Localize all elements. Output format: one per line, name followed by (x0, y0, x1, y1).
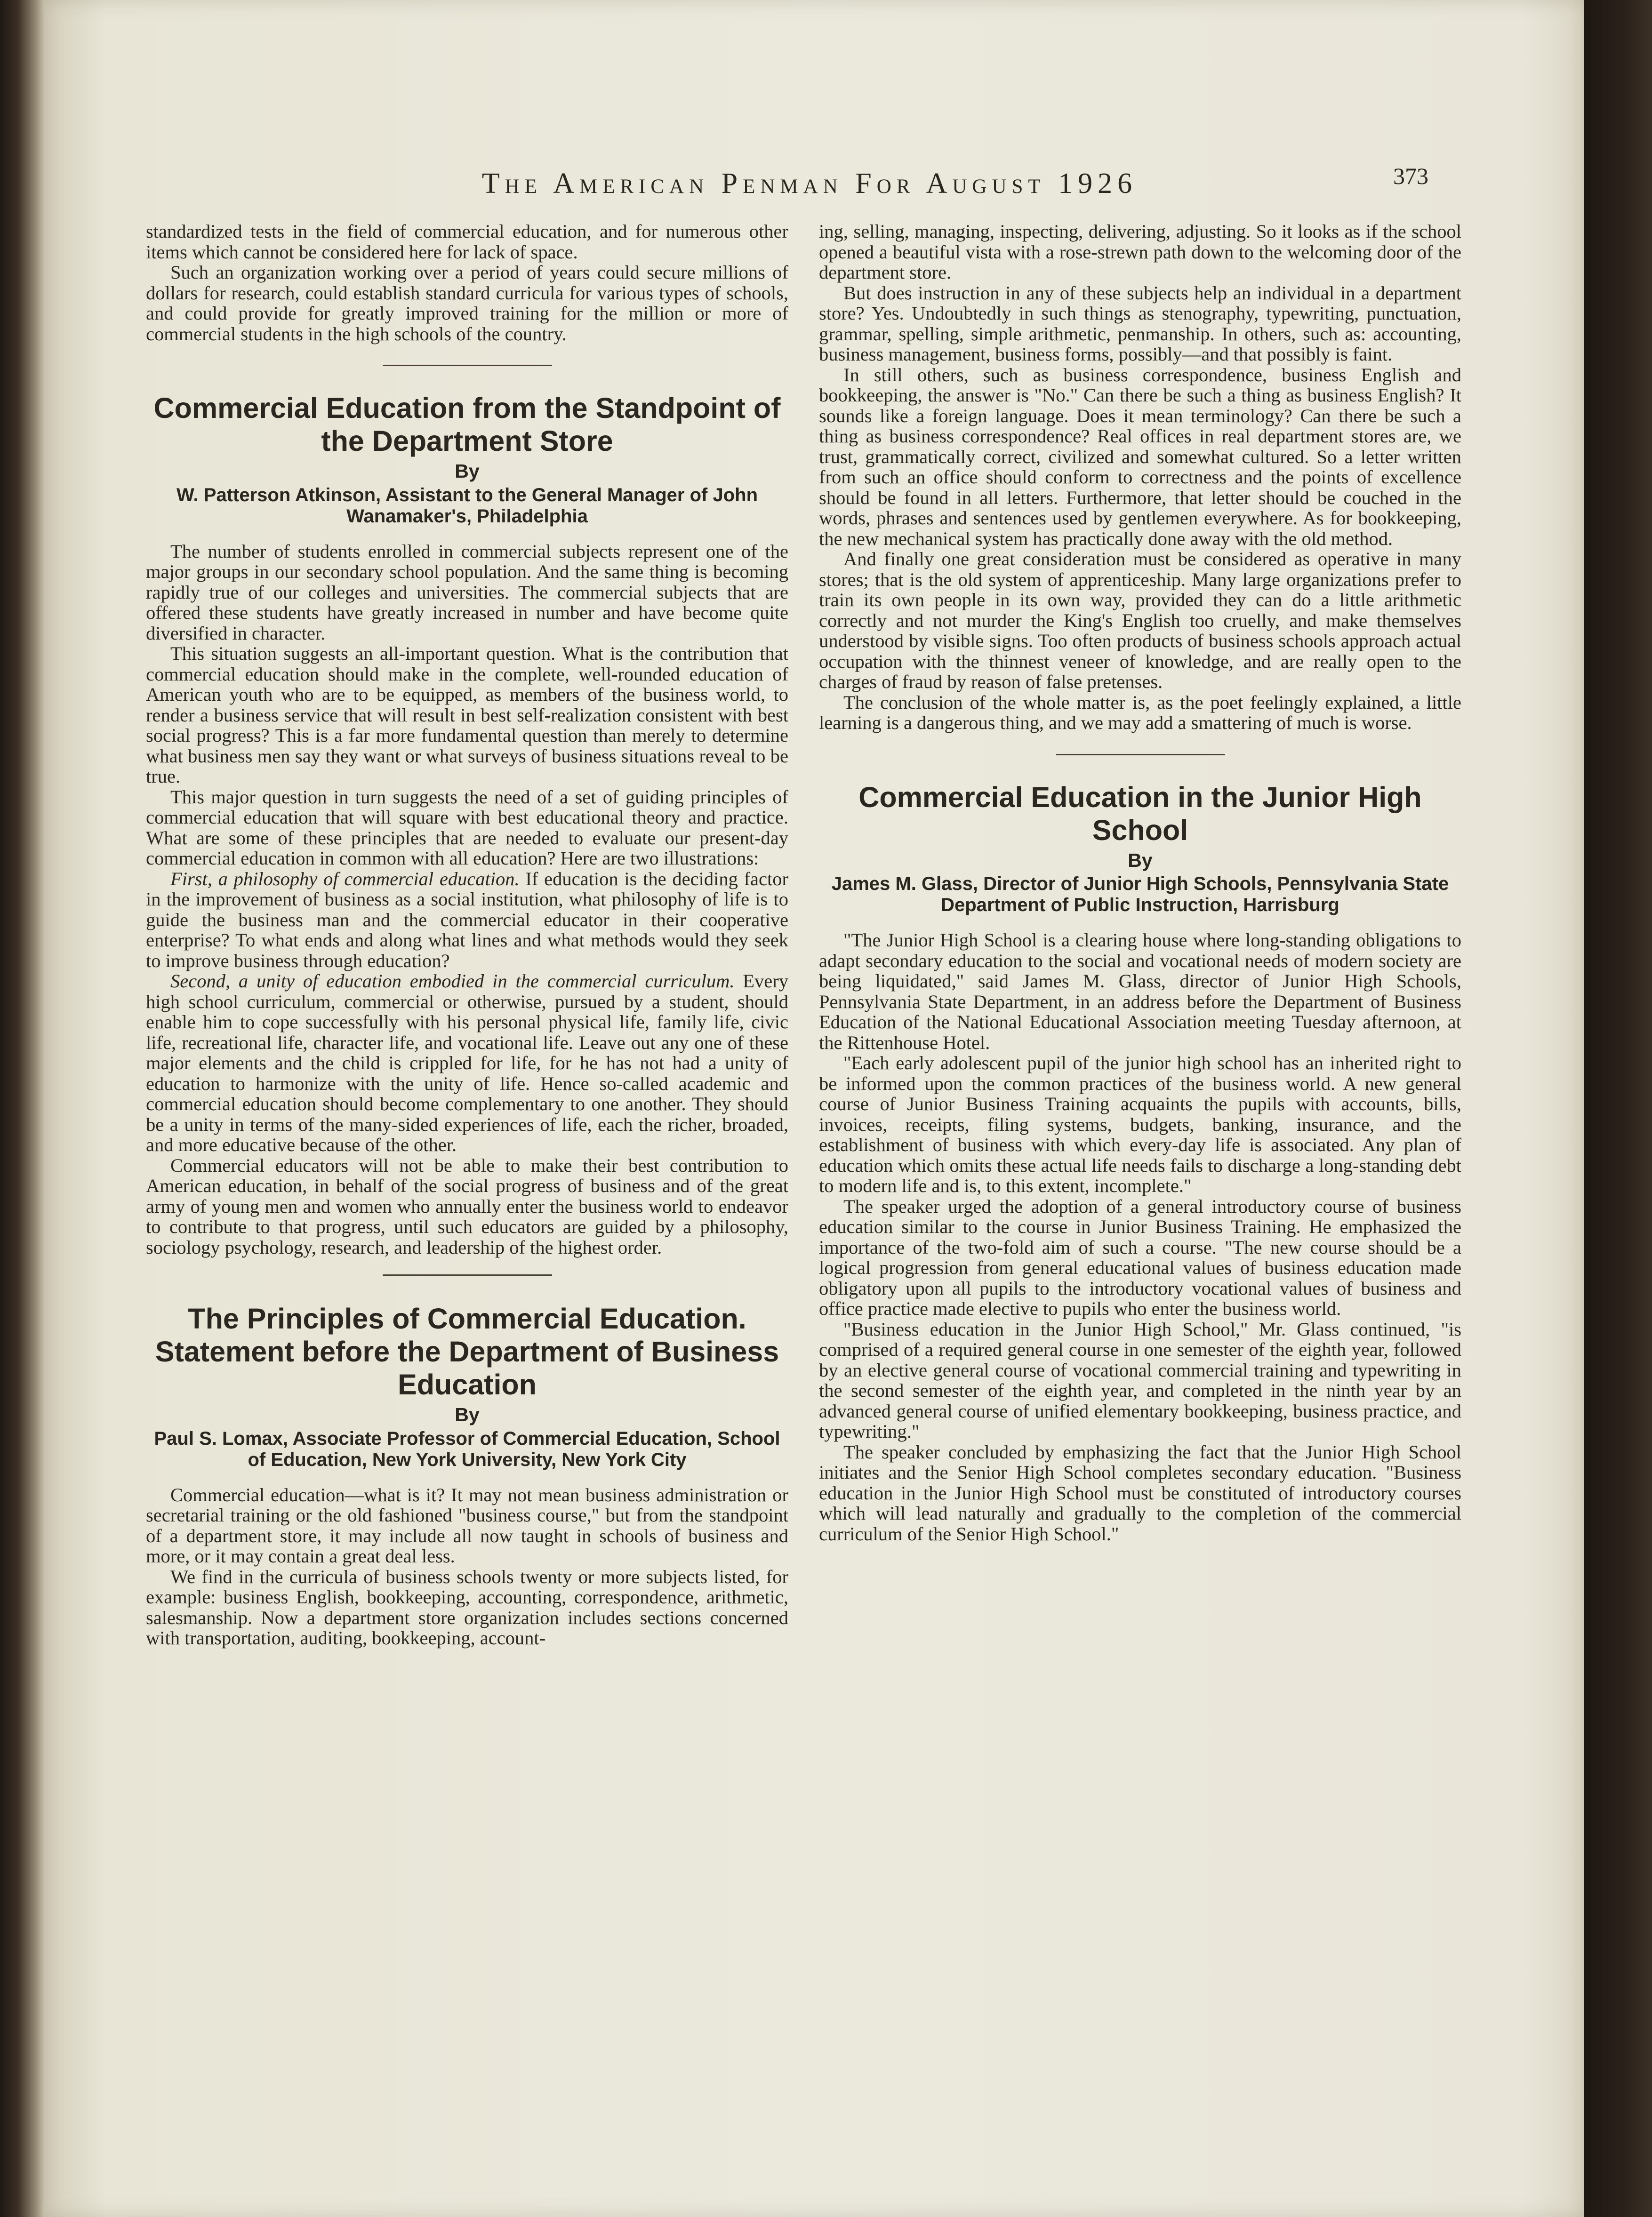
article-title: Commercial Education from the Standpoint of the Department Store (153, 392, 781, 457)
article-author: James M. Glass, Director of Junior High Schools, Pennsylvania State Department of Public Instruction, Harrisburg (831, 873, 1449, 915)
page-edge-shadow (1584, 0, 1652, 2217)
continued-paragraph: standardized tests in the field of commercial education, and for numerous other items which cannot be considered here for lack of space. (146, 221, 788, 263)
paragraph: "Business education in the Junior High School," Mr. Glass continued, "is comprised of a required general course in one semester of the eighth year, followed by an elective general course of vocational commercial training and typewriting in the second semester of the eighth year, and completed in the ninth year by an advanced general course of unified elementary bookkeeping, business practice, and typewriting." (819, 1318, 1461, 1442)
section-divider (383, 1274, 552, 1276)
paragraph: The speaker concluded by emphasizing the fact that the Junior High School initiates and the Senior High School completes secondary education. "Business education in the Junior High School must be constituted of introductory courses which will lead naturally and gradually to the completion of the commercial curriculum of the Senior High School." (819, 1441, 1461, 1545)
book-binding (0, 0, 45, 2217)
paragraph (146, 869, 788, 971)
section-divider (383, 365, 552, 366)
paragraph: Commercial educators will not be able to make their best contribution to American education, in behalf of the social progress of business and of the great army of young men and women who annually enter the business world to endeavor to contribute to that progress, until such educators are guided by a philosophy, sociology psychology, research, and leadership of the highest order. (146, 1154, 788, 1258)
paragraph: The conclusion of the whole matter is, as the poet feelingly explained, a little learning is a dangerous thing, and we may add a smattering of much is worse. (819, 691, 1461, 733)
paragraph: In still others, such as business correspondence, business English and bookkeeping, the answer is "No." Can there be such a thing as business English? It sounds like a foreign language. Does it mean terminology? Can there be such a thing as business correspondence? Real offices in real department stores are, we trust, grammatically correct, civilized and somewhat cultured. So a letter written from such an office should conform to correctness and the points of excellence should be found in all letters. Furthermore, that letter should be couched in the words, phrases and sentences used by gentlemen everywhere. As for bookkeeping, the new mechanical system has practically done away with the old method. (819, 364, 1461, 549)
paragraph: This major question in turn suggests the need of a set of guiding principles of commercial education that will square with best educational theory and practice. What are some of these principles that are needed to evaluate our present-day commercial education in common with all education? Here are two illustrations: (146, 786, 788, 869)
paragraph (146, 971, 788, 1155)
byline-by: By (455, 460, 480, 482)
byline-by: By (455, 1404, 480, 1425)
paragraph: The number of students enrolled in commercial subjects represent one of the major groups in our secondary school population. And the same thing is becoming rapidly true of our colleges and universities. The commercial subjects that are offered these students have greatly increased in number and have become quite diversified in character. (146, 540, 788, 644)
italic-lead: First, a philosophy of commercial education. (170, 868, 520, 889)
paragraph: "The Junior High School is a clearing house where long-standing obligations to adapt secondary education to the social and vocational needs of modern society are being liquidated," said James M. Glass, director of Junior High Schools, Pennsylvania State Department, in an address before the Department of Business Education of the National Educational Association meeting Tuesday afternoon, at the Rittenhouse Hotel. (819, 929, 1461, 1053)
article-title: The Principles of Commercial Education. Statement before the Department of Business Education (155, 1303, 779, 1401)
page-number: 373 (1393, 163, 1428, 189)
section-divider (1056, 754, 1225, 755)
paragraph: And finally one great consideration must be considered as operative in many stores; that is the old system of apprenticeship. Many large organizations prefer to train its own people in its own way, provided they can do a little arithmetic correctly and not murder the King's English too cruelly, and make themselves understood by visible signs. Too often products of business schools approach actual occupation with the thinnest veneer of knowledge, and are really open to the charges of fraud by reason of false pretenses. (819, 548, 1461, 692)
byline-by: By (1128, 849, 1153, 871)
running-header: The American Penman For August 1926 (481, 168, 1138, 200)
paragraph: We find in the curricula of business schools twenty or more subjects listed, for example: business English, bookkeeping, accounting, correspondence, arithmetic, salesmanship. Now a department store organization includes sections concerned with transportation, auditing, bookkeeping, account- (146, 1566, 788, 1649)
article-author: Paul S. Lomax, Associate Professor of Commercial Education, School of Education, New York University, New York City (154, 1428, 780, 1470)
paragraph: But does instruction in any of these subjects help an individual in a department store? Yes. Undoubtedly in such things as stenography, typewriting, punctuation, grammar, spelling, simple arithmetic, penmanship. In others, such as: accounting, business management, business forms, possibly—and that possibly is faint. (819, 282, 1461, 365)
paragraph: This situation suggests an all-important question. What is the contribution that commercial education should make in the complete, well-rounded education of American youth who are to be equipped, as members of the business world, to render a business service that will result in best self-realization consistent with best social progress? This is a far more fundamental question than merely to determine what business men say they want or what surveys of business situations reveal to be true. (146, 643, 788, 787)
continued-paragraph: ing, selling, managing, inspecting, delivering, adjusting. So it looks as if the school opened a beautiful vista with a rose-strewn path down to the welcoming door of the department store. (819, 221, 1461, 283)
right-column (819, 221, 1461, 1544)
article-title: Commercial Education in the Junior High School (858, 781, 1422, 846)
article-author: W. Patterson Atkinson, Assistant to the General Manager of John Wanamaker's, Philadelphia (176, 484, 758, 527)
paragraph: The speaker urged the adoption of a general introductory course of business education similar to the course in Junior Business Training. He emphasized the importance of the two-fold aim of such a course. "The new course should be a logical progression from general educational values of business education made obligatory upon all pupils to the introductory vocational values of business and office practice made elective to pupils who enter the business world. (819, 1195, 1461, 1319)
paragraph: Such an organization working over a period of years could secure millions of dollars for research, could establish standard curricula for various types of schools, and could provide for greatly improved training for the million or more of commercial students in the high schools of the country. (146, 262, 788, 344)
paragraph-text: If education is the deciding factor in the improvement of business as a social institution, what philosophy of life is to guide the business man and the commercial educator in their cooperative enterprise? To what ends and along what lines and what methods would they seek to improve business through education? (146, 868, 789, 971)
paragraph: Commercial education—what is it? It may not mean business administration or secretarial training or the old fashioned "business course," but from the standpoint of a department store, it may include all now taught in schools of business and more, or it may contain a great deal less. (146, 1484, 788, 1567)
paragraph-text: Every high school curriculum, commercial or otherwise, pursued by a student, should enable him to cope successfully with his personal physical life, family life, civic life, recreational life, character life, and vocational life. Leave out any one of these major elements and the child is crippled for life, for he has not had a unity of education to harmonize with the unity of life. Hence so-called academic and commercial education should become complementary to one another. They should be a unity in terms of the many-sided experiences of life, each the richer, broaded, and more educative because of the other. (146, 970, 789, 1155)
paragraph: "Each early adolescent pupil of the junior high school has an inherited right to be informed upon the common practices of the business world. A new general course of Junior Business Training acquaints the pupils with accounts, bills, invoices, receipts, filing systems, budgets, banking, insurance, and the establishment of business with which every-day life is associated. Any plan of education which omits these actual life needs fails to discharge a long-standing debt to modern life and is, to this extent, incomplete." (819, 1052, 1461, 1196)
italic-lead: Second, a unity of education embodied in the commercial curriculum. (170, 970, 735, 992)
left-column (146, 221, 788, 1649)
